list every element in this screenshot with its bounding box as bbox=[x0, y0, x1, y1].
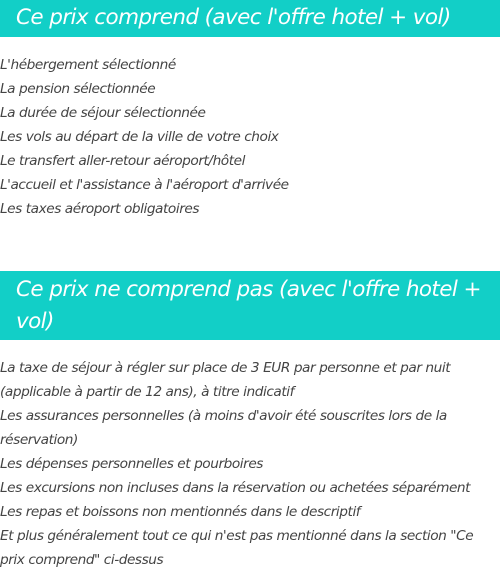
list-item: Le transfert aller-retour aéroport/hôtel bbox=[0, 153, 245, 169]
list-item: Les vols au départ de la ville de votre choix bbox=[0, 129, 279, 145]
list-item: La durée de séjour sélectionnée bbox=[0, 105, 206, 121]
list-item: L'accueil et l'assistance à l'aéroport d'arrivée bbox=[0, 177, 289, 193]
list-item: Les assurances personnelles (à moins d'avoir été souscrites lors de la réservation) bbox=[0, 408, 447, 448]
list-item: La taxe de séjour à régler sur place de 3 EUR par personne et par nuit (applicable à partir de 12 ans), à titre indicatif bbox=[0, 360, 451, 400]
list-item: La pension sélectionnée bbox=[0, 81, 156, 97]
included-section-heading: Ce prix comprend (avec l'offre hotel + vol) bbox=[0, 0, 500, 37]
list-item: Les dépenses personnelles et pourboires bbox=[0, 456, 263, 472]
list-item: Les excursions non incluses dans la réservation ou achetées séparément bbox=[0, 480, 471, 496]
included-items-list bbox=[0, 53, 496, 221]
excluded-items-list bbox=[0, 356, 496, 572]
list-item: L'hébergement sélectionné bbox=[0, 57, 176, 73]
list-item: Les taxes aéroport obligatoires bbox=[0, 201, 200, 217]
list-item: Les repas et boissons non mentionnés dans le descriptif bbox=[0, 504, 361, 520]
list-item: Et plus généralement tout ce qui n'est pas mentionné dans la section "Ce prix comprend" ci-dessus bbox=[0, 528, 474, 568]
excluded-section-heading: Ce prix ne comprend pas (avec l'offre hotel + vol) bbox=[0, 271, 500, 340]
